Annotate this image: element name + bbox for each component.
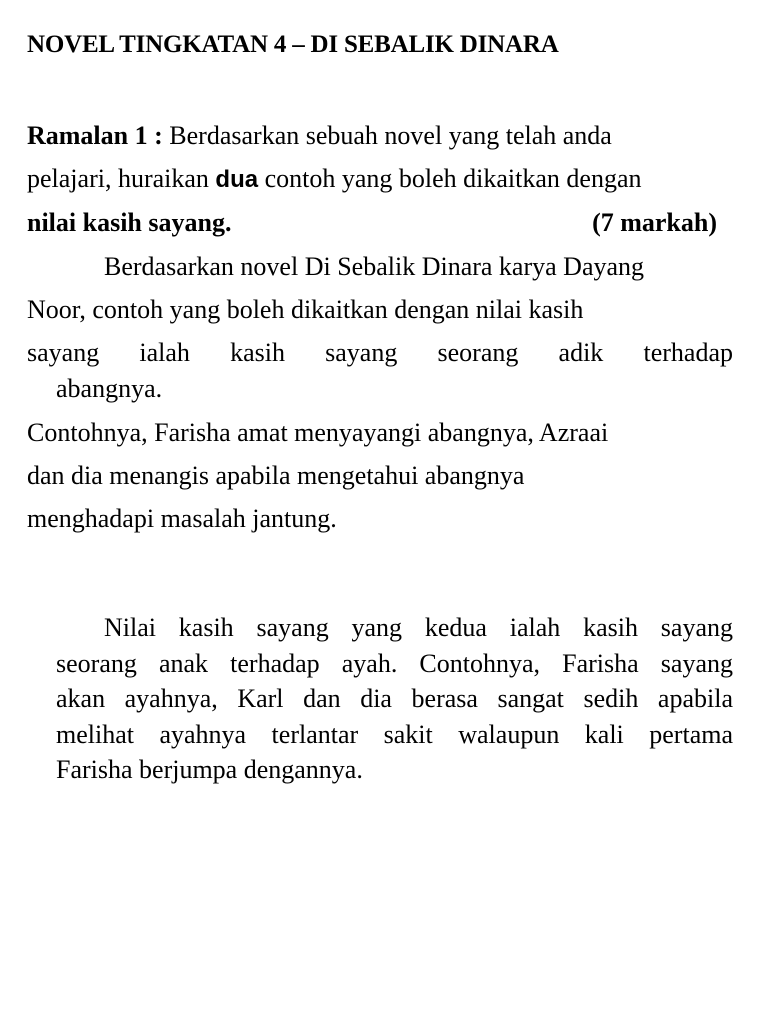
answer-line-2: Noor, contoh yang boleh dikaitkan dengan nilai kasih <box>27 295 584 324</box>
paragraph-row: seorang anak terhadap ayah. Contohnya, Farisha sayang <box>56 648 733 678</box>
second-paragraph <box>56 610 733 788</box>
answer-word: ialah <box>139 338 190 367</box>
question-text-1: Berdasarkan sebuah novel yang telah anda <box>169 121 612 150</box>
answer-word: sayang <box>27 338 100 367</box>
answer-line-7: menghadapi masalah jantung. <box>27 504 337 533</box>
answer-line-4: abangnya. <box>56 374 163 403</box>
answer-line-6: dan dia menangis apabila mengetahui abangnya <box>27 461 525 490</box>
question-line-2 <box>27 166 642 192</box>
answer-line-3 <box>27 340 733 366</box>
answer-word: terhadap <box>643 338 733 367</box>
answer-line-5: Contohnya, Farisha amat menyayangi abangnya, Azraai <box>27 418 609 447</box>
question-emphasis-dua: dua <box>215 166 259 193</box>
paragraph-row: akan ayahnya, Karl dan dia berasa sangat sedih apabila <box>56 684 733 713</box>
answer-word: sayang <box>325 338 398 367</box>
paragraph-row: melihat ayahnya terlantar sakit walaupun kali pertama <box>56 719 733 749</box>
question-line-3 <box>27 210 717 236</box>
document-title: NOVEL TINGKATAN 4 – DI SEBALIK DINARA <box>27 31 559 58</box>
answer-word: seorang <box>437 338 519 367</box>
question-colon: : <box>147 121 170 150</box>
answer-line-1: Berdasarkan novel Di Sebalik Dinara karya Dayang <box>104 252 645 281</box>
question-text-2a: pelajari, huraikan <box>27 164 216 193</box>
answer-word: adik <box>558 338 604 367</box>
question-text-2b: contoh yang boleh dikaitkan dengan <box>258 164 642 193</box>
question-topic: nilai kasih sayang. <box>27 208 232 237</box>
question-marks: (7 markah) <box>592 208 717 237</box>
question-label: Ramalan 1 <box>27 121 148 150</box>
paragraph-row: Nilai kasih sayang yang kedua ialah kasih sayang <box>104 613 733 642</box>
answer-word: kasih <box>230 338 285 367</box>
paragraph-row: Farisha berjumpa dengannya. <box>56 755 363 784</box>
question-line-1 <box>27 123 612 149</box>
